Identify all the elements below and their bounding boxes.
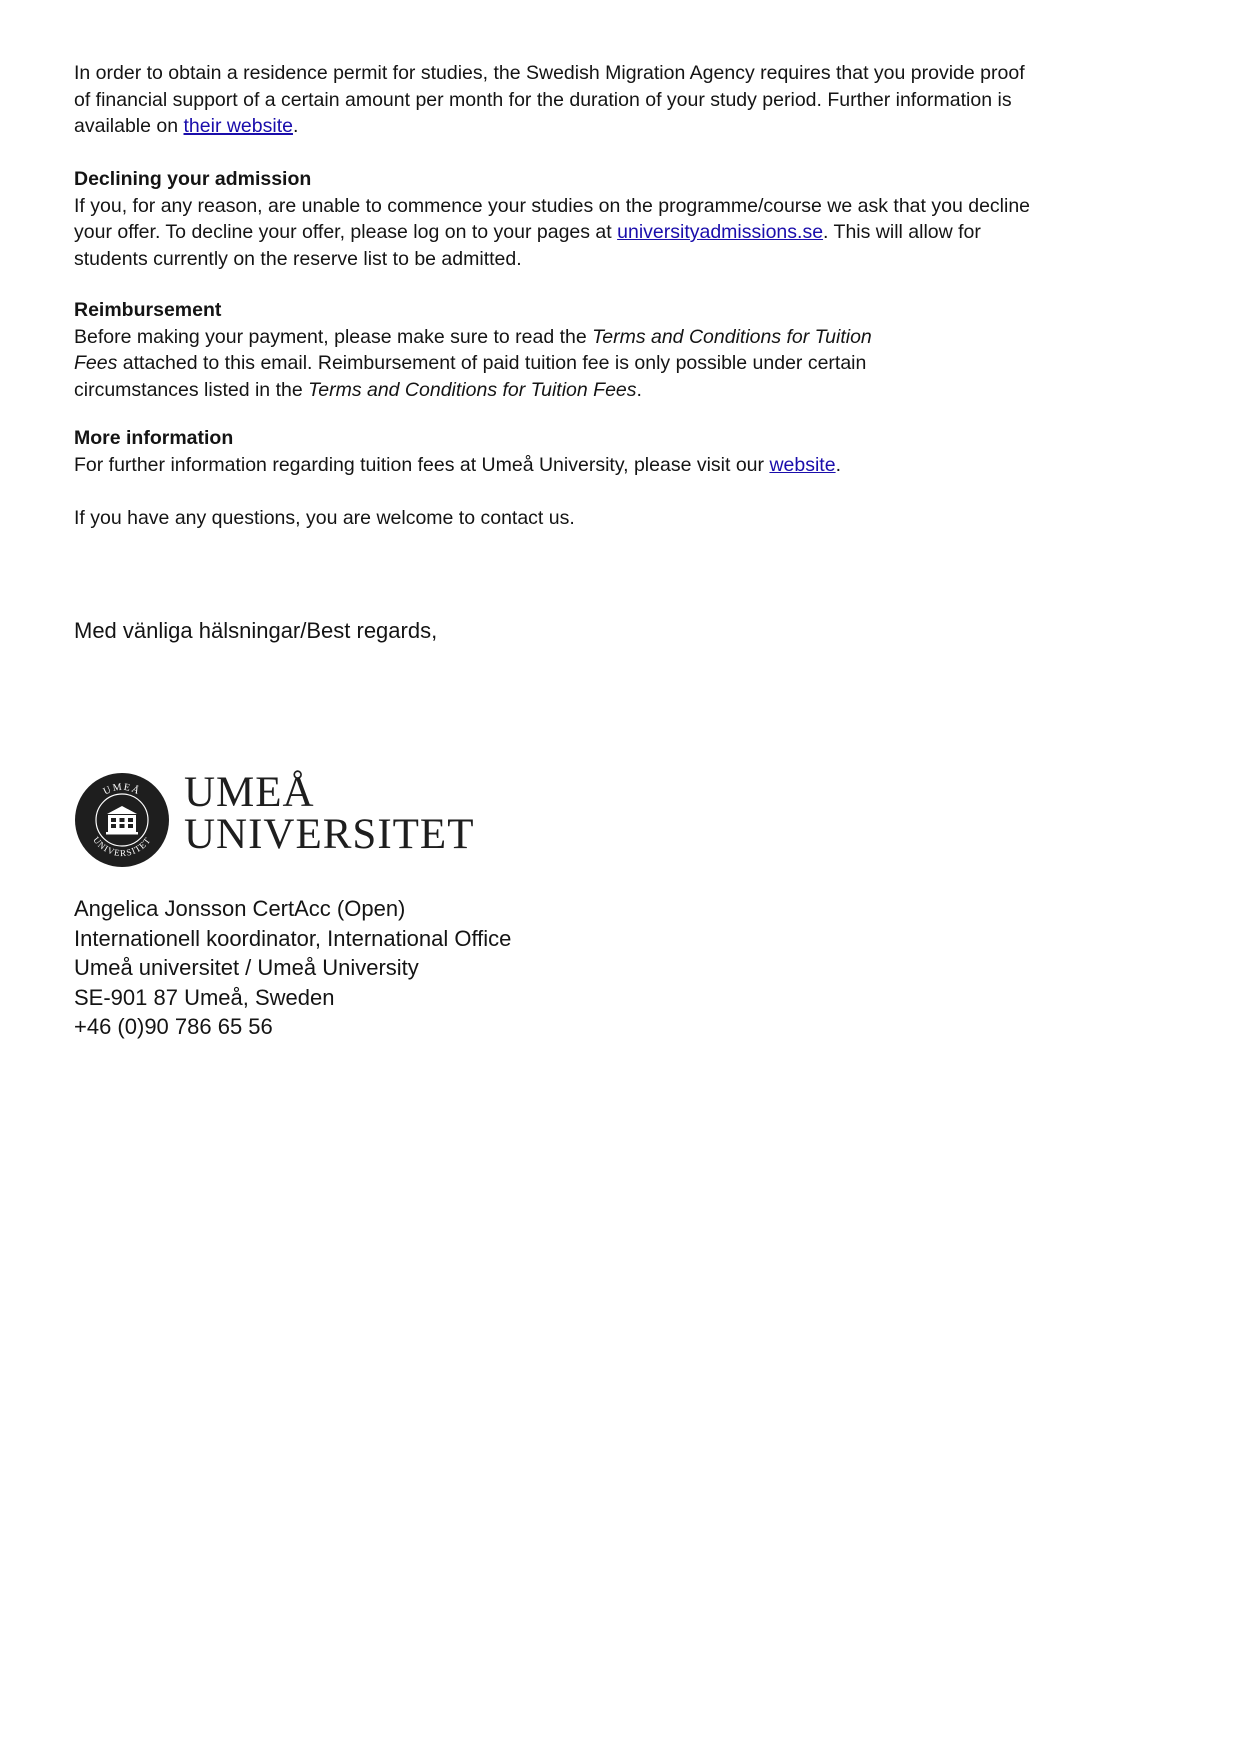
declining-section <box>74 166 1034 272</box>
declining-text-end: . This will allow for students currently on the reserve list to be admitted. <box>74 221 981 270</box>
reimbursement-paragraph <box>74 324 914 404</box>
more-info-section <box>74 425 841 478</box>
signature-address: SE-901 87 Umeå, Sweden <box>74 984 335 1010</box>
university-seal-icon <box>74 772 170 868</box>
intro-paragraph <box>74 60 1034 140</box>
terms-title-1: Terms and Conditions for Tuition Fees <box>74 325 872 374</box>
signature-title: Internationell koordinator, International Office <box>74 925 512 951</box>
logo-line-2: UNIVERSITET <box>184 811 475 858</box>
signature-block <box>74 894 511 1042</box>
reimbursement-text-2: attached to this email. Reimbursement of paid tuition fee is only possible under certain circumstances listed in the <box>74 352 867 401</box>
migration-agency-link[interactable]: their website <box>183 115 293 137</box>
seal-text-top: UMEÅ <box>101 781 143 798</box>
logo-wordmark <box>184 769 475 858</box>
signature-organization: Umeå universitet / Umeå University <box>74 955 419 981</box>
logo-line-1: UMEÅ <box>184 769 315 816</box>
more-info-heading: More information <box>74 427 234 449</box>
more-info-text: For further information regarding tuition fees at Umeå University, please visit our <box>74 453 770 476</box>
reimbursement-section <box>74 297 914 403</box>
reimbursement-text-1: Before making your payment, please make sure to read the <box>74 325 593 348</box>
seal-text-bottom: UNIVERSITET <box>91 834 153 859</box>
signature-phone: +46 (0)90 786 65 56 <box>74 1014 273 1040</box>
questions-paragraph: If you have any questions, you are welcome to contact us. <box>74 507 575 529</box>
intro-text: In order to obtain a residence permit for studies, the Swedish Migration Agency requires that you provide proof of financial support of a certain amount per month for the duration of your study period. Further information is available on <box>74 62 1025 137</box>
university-logo <box>74 769 504 868</box>
intro-text-end: . <box>292 115 299 137</box>
reimbursement-heading: Reimbursement <box>74 299 222 321</box>
more-info-paragraph <box>74 452 841 479</box>
declining-heading: Declining your admission <box>74 168 312 190</box>
universityadmissions-link[interactable]: universityadmissions.se <box>617 221 824 243</box>
declining-text: If you, for any reason, are unable to commence your studies on the programme/course we ask that you decline your offer. To decline your offer, please log on to your pages at <box>74 194 1031 243</box>
regards-line: Med vänliga hälsningar/Best regards, <box>74 618 438 643</box>
signature-name: Angelica Jonsson CertAcc (Open) <box>74 896 406 921</box>
tuition-website-link[interactable]: website <box>769 453 836 476</box>
terms-title-2: Terms and Conditions for Tuition Fees <box>308 378 637 401</box>
reimbursement-text-3: . <box>636 378 642 401</box>
declining-paragraph <box>74 193 1034 273</box>
more-info-text-end: . <box>835 453 841 476</box>
